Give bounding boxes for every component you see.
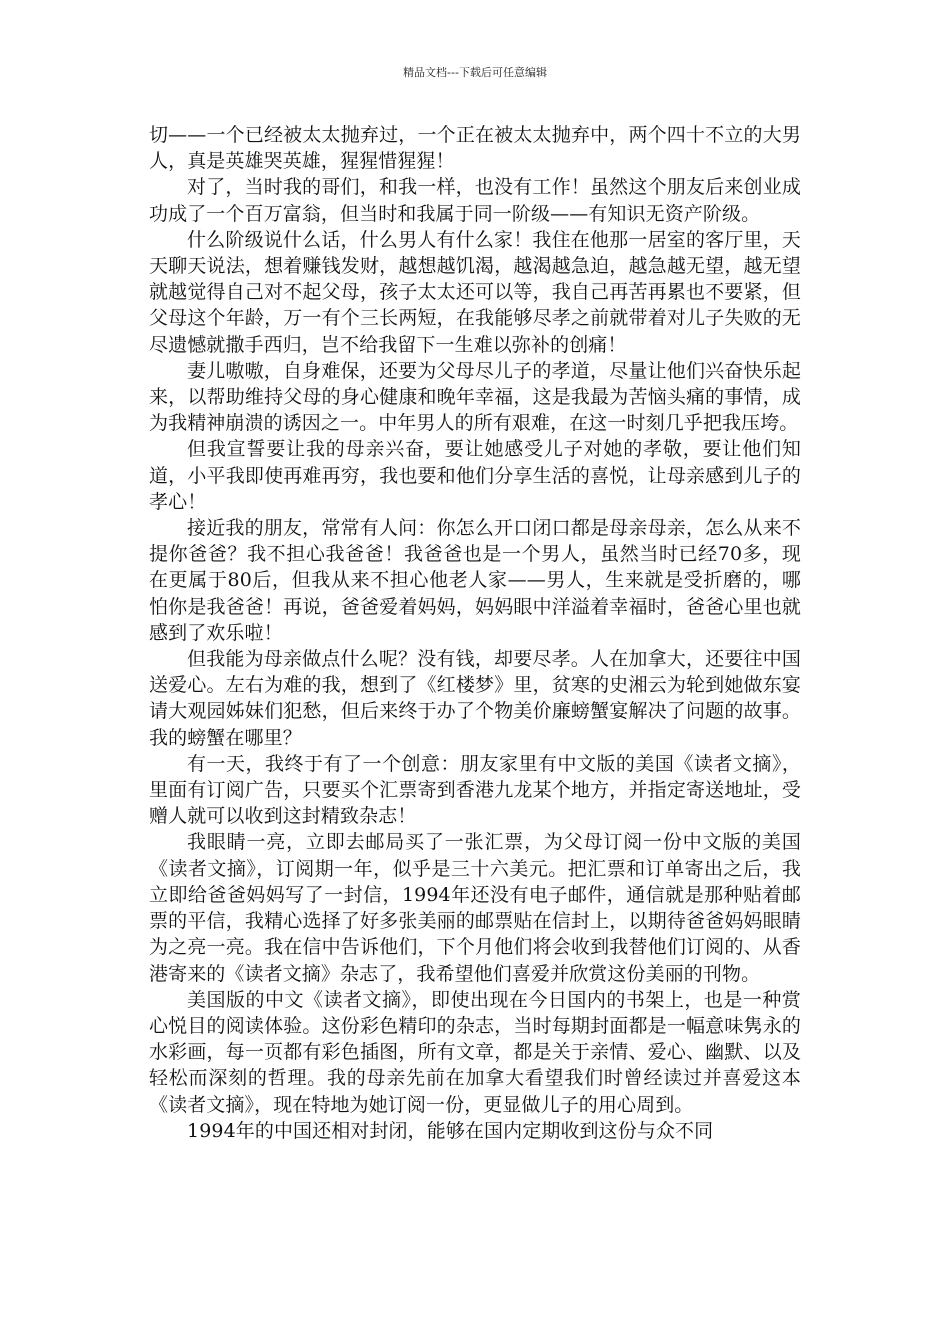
paragraph: 切——一个已经被太太抛弃过，一个正在被太太抛弃中，两个四十不立的大男人，真是英雄哭英雄，猩猩惜猩猩！ [149, 124, 801, 173]
paragraph: 对了，当时我的哥们，和我一样，也没有工作！虽然这个朋友后来创业成功成了一个百万富翁，但当时和我属于同一阶级——有知识无资产阶级。 [149, 176, 801, 225]
paragraph: 但我能为母亲做点什么呢？没有钱，却要尽孝。人在加拿大，还要往中国送爱心。左右为难的我，想到了《红楼梦》里，贫寒的史湘云为轮到她做东宴请大观园姊妹们犯愁，但后来终于办了个物美价廉螃蟹宴解决了问题的故事。我的螃蟹在哪里？ [149, 648, 801, 749]
paragraph: 什么阶级说什么话，什么男人有什么家！我住在他那一居室的客厅里，天天聊天说法，想着赚钱发财，越想越饥渴，越渴越急迫，越急越无望，越无望就越觉得自己对不起父母，孩子太太还可以等，我自己再苦再累也不要紧，但父母这个年龄，万一有个三长两短，在我能够尽孝之前就带着对儿子失败的无尽遗憾就撒手西归，岂不给我留下一生难以弥补的创痛！ [149, 228, 801, 356]
paragraph: 我眼睛一亮，立即去邮局买了一张汇票，为父母订阅一份中文版的美国《读者文摘》，订阅期一年，似乎是三十六美元。把汇票和订单寄出之后，我立即给爸爸妈妈写了一封信，1994年还没有电子邮件，通信就是那种贴着邮票的平信，我精心选择了好多张美丽的邮票贴在信封上，以期待爸爸妈妈眼睛为之亮一亮。我在信中告诉他们，下个月他们将会收到我替他们订阅的、从香港寄来的《读者文摘》杂志了，我希望他们喜爱并欣赏这份美丽的刊物。 [149, 831, 801, 985]
paragraph: 接近我的朋友，常常有人问：你怎么开口闭口都是母亲母亲，怎么从来不提你爸爸？我不担心我爸爸！我爸爸也是一个男人，虽然当时已经70多，现在更属于80后，但我从来不担心他老人家——男人，生来就是受折磨的，哪怕你是我爸爸！再说，爸爸爱着妈妈，妈妈眼中洋溢着幸福时，爸爸心里也就感到了欢乐啦！ [149, 517, 801, 644]
paragraph: 美国版的中文《读者文摘》，即使出现在今日国内的书架上，也是一种赏心悦目的阅读体验。这份彩色精印的杂志，当时每期封面都是一幅意味隽永的水彩画，每一页都有彩色插图，所有文章，都是关于亲情、爱心、幽默、以及轻松而深刻的哲理。我的母亲先前在加拿大看望我们时曾经读过并喜爱这本《读者文摘》，现在特地为她订阅一份，更显做儿子的用心周到。 [149, 988, 801, 1116]
paragraph: 妻儿嗷嗷，自身难保，还要为父母尽儿子的孝道，尽量让他们兴奋快乐起来，以帮助维持父母的身心健康和晚年幸福，这是我最为苦恼头痛的事情，成为我精神崩溃的诱因之一。中年男人的所有艰难，在这一时刻几乎把我压垮。 [149, 359, 801, 435]
paragraph: 有一天，我终于有了一个创意：朋友家里有中文版的美国《读者文摘》，里面有订阅广告，只要买个汇票寄到香港九龙某个地方，并指定寄送地址，受赠人就可以收到这封精致杂志！ [149, 752, 801, 828]
document-body [149, 122, 801, 1144]
paragraph: 但我宣誓要让我的母亲兴奋，要让她感受儿子对她的孝敬，要让他们知道，小平我即使再难再穷，我也要和他们分享生活的喜悦，让母亲感到儿子的孝心！ [149, 438, 801, 513]
page-header: 精品文档---下载后可任意编辑 [403, 66, 547, 79]
paragraph: 1994年的中国还相对封闭，能够在国内定期收到这份与众不同 [187, 1119, 714, 1142]
